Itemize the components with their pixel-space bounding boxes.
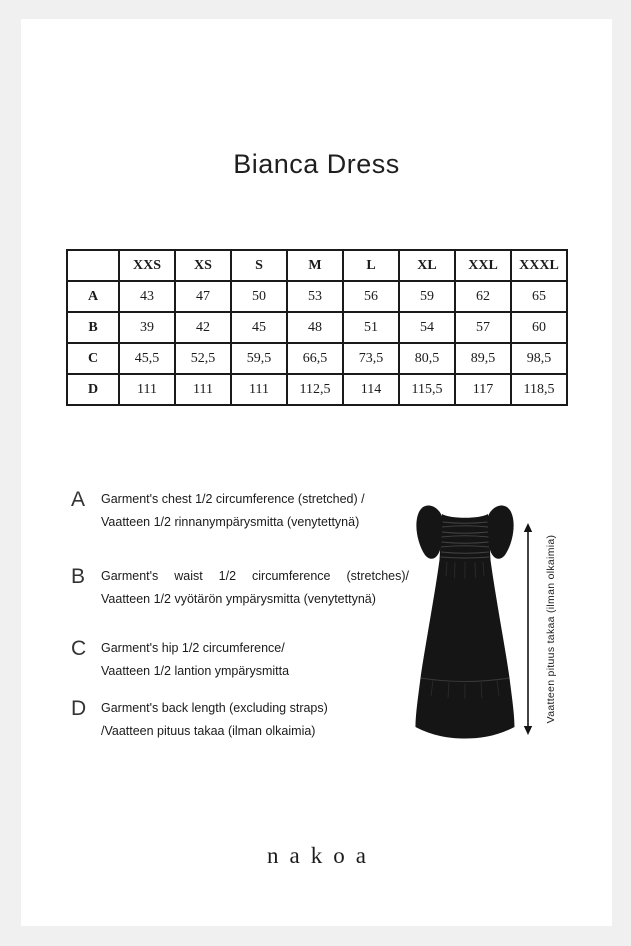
legend-a-line2: Vaatteen 1/2 rinnanympärysmitta (venytettynä) [101,515,360,529]
legend-letter-a: A [71,488,86,511]
value-cell: 59,5 [231,343,287,374]
value-cell: 89,5 [455,343,511,374]
value-cell: 115,5 [399,374,455,405]
table-row-b [67,312,567,343]
value-cell: 65 [511,281,567,312]
value-cell: 66,5 [287,343,343,374]
table-row-d [67,374,567,405]
value-cell: 53 [287,281,343,312]
legend-letter-c: C [71,637,87,660]
size-col-header-s: S [231,250,287,281]
value-cell: 45,5 [119,343,175,374]
value-cell: 47 [175,281,231,312]
table-row-c [67,343,567,374]
size-col-header-m: M [287,250,343,281]
value-cell: 111 [119,374,175,405]
size-col-header-xxs: XXS [119,250,175,281]
size-col-header-xs: XS [175,250,231,281]
size-table-header-row [67,250,567,281]
row-label-d: D [67,374,119,405]
legend-d-line2: /Vaatteen pituus takaa (ilman olkaimia) [101,724,316,738]
value-cell: 111 [231,374,287,405]
value-cell: 51 [343,312,399,343]
legend-item-a [71,488,411,534]
measurement-legend [71,488,411,743]
length-arrow-icon [520,523,536,735]
value-cell: 45 [231,312,287,343]
table-row-a [67,281,567,312]
legend-letter-d: D [71,697,87,720]
value-cell: 98,5 [511,343,567,374]
size-col-header-xxl: XXL [455,250,511,281]
legend-item-c [71,637,411,683]
value-cell: 111 [175,374,231,405]
length-arrow-label: Vaatteen pituus takaa (ilman olkaimia) [545,534,557,724]
value-cell: 118,5 [511,374,567,405]
legend-d-line1: Garment's back length (excluding straps) [101,701,328,715]
value-cell: 52,5 [175,343,231,374]
size-col-header-xl: XL [399,250,455,281]
size-table [66,249,568,406]
row-label-c: C [67,343,119,374]
brand-logo: nakoa [267,843,377,868]
legend-c-line2: Vaatteen 1/2 lantion ympärysmitta [101,664,290,678]
value-cell: 39 [119,312,175,343]
legend-b-line1: Garment's waist 1/2 circumference (stretches)/ [101,569,409,583]
value-cell: 112,5 [287,374,343,405]
value-cell: 48 [287,312,343,343]
value-cell: 59 [399,281,455,312]
legend-a-line1: Garment's chest 1/2 circumference (stretched) / [101,492,365,506]
value-cell: 50 [231,281,287,312]
legend-b-line2: Vaatteen 1/2 vyötärön ympärysmitta (venytettynä) [101,592,376,606]
value-cell: 73,5 [343,343,399,374]
row-label-b: B [67,312,119,343]
value-cell: 60 [511,312,567,343]
dress-illustration-icon [413,500,517,740]
size-col-header-xxxl: XXXL [511,250,567,281]
value-cell: 80,5 [399,343,455,374]
value-cell: 54 [399,312,455,343]
value-cell: 117 [455,374,511,405]
legend-item-b [71,565,411,611]
value-cell: 114 [343,374,399,405]
size-chart-card [21,19,612,926]
legend-c-line1: Garment's hip 1/2 circumference/ [101,641,285,655]
value-cell: 57 [455,312,511,343]
value-cell: 56 [343,281,399,312]
size-col-header-l: L [343,250,399,281]
row-label-a: A [67,281,119,312]
value-cell: 62 [455,281,511,312]
value-cell: 42 [175,312,231,343]
value-cell: 43 [119,281,175,312]
size-col-header-empty [67,250,119,281]
page-title: Bianca Dress [233,149,400,179]
legend-item-d [71,697,411,743]
legend-letter-b: B [71,565,86,588]
